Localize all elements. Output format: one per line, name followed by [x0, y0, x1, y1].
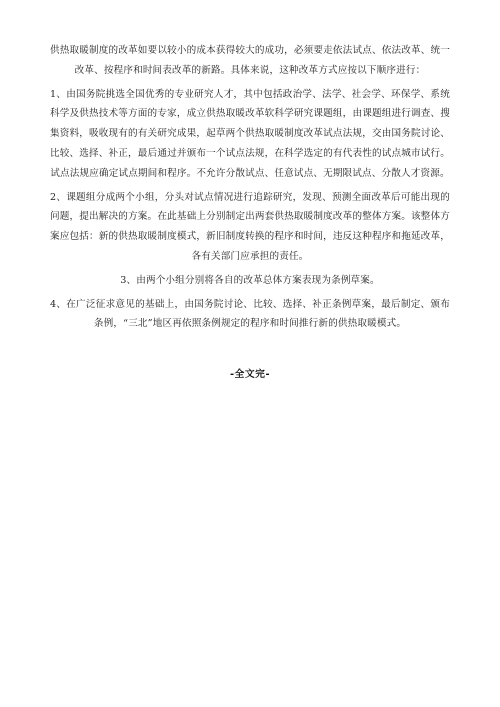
step-3-paragraph: 3、由两个小组分别将各自的改革总体方案表现为条例草案。 [120, 274, 380, 286]
intro-paragraph: 供热取暖制度的改革如要以较小的成本获得较大的成功，必须要走依法试点、依法改革、统一改革、按程序和时间表改革的新路。具体来说，这种改革方式应按以下顺序进行： [50, 45, 450, 76]
step-2-paragraph: 2、课题组分成两个小组，分头对试点情况进行追踪研究，发现、预测全面改革后可能出现的问题，提出解决的方案。在此基础上分别制定出两套供热取暖制度改革的整体方案。该整体方案应包括：新的供热取暖制度模式，新旧制度转换的程序和时间，违反这种程序和拖延改革，各有关部门应承担的责任。 [50, 191, 450, 262]
step-4-paragraph: 4、在广泛征求意见的基础上，由国务院讨论、比较、选择、补正条例草案，最后制定、颁布条例，“三北”地区再依照条例规定的程序和时间推行新的供热取暖模式。 [50, 298, 450, 330]
step-1-paragraph: 1、由国务院挑选全国优秀的专业研究人才，其中包括政治学、法学、社会学、环保学、系统科学及供热技术等方面的专家，成立供热取暖改革软科学研究课题组，由课题组进行调查、搜集资料，吸收现有的有关研究成果，起草两个供热取暖制度改革试点法规，交由国务院讨论、比较、选择、补正，最后通过并颁布一个试点法规，在科学选定的有代表性的试点城市试行。试点法规应确定试点期间和程序。不允许分散试点、任意试点、无期限试点、分散人才资源。 [50, 88, 450, 179]
end-of-document-mark: -全文完- [229, 369, 271, 380]
document-body [50, 41, 450, 338]
